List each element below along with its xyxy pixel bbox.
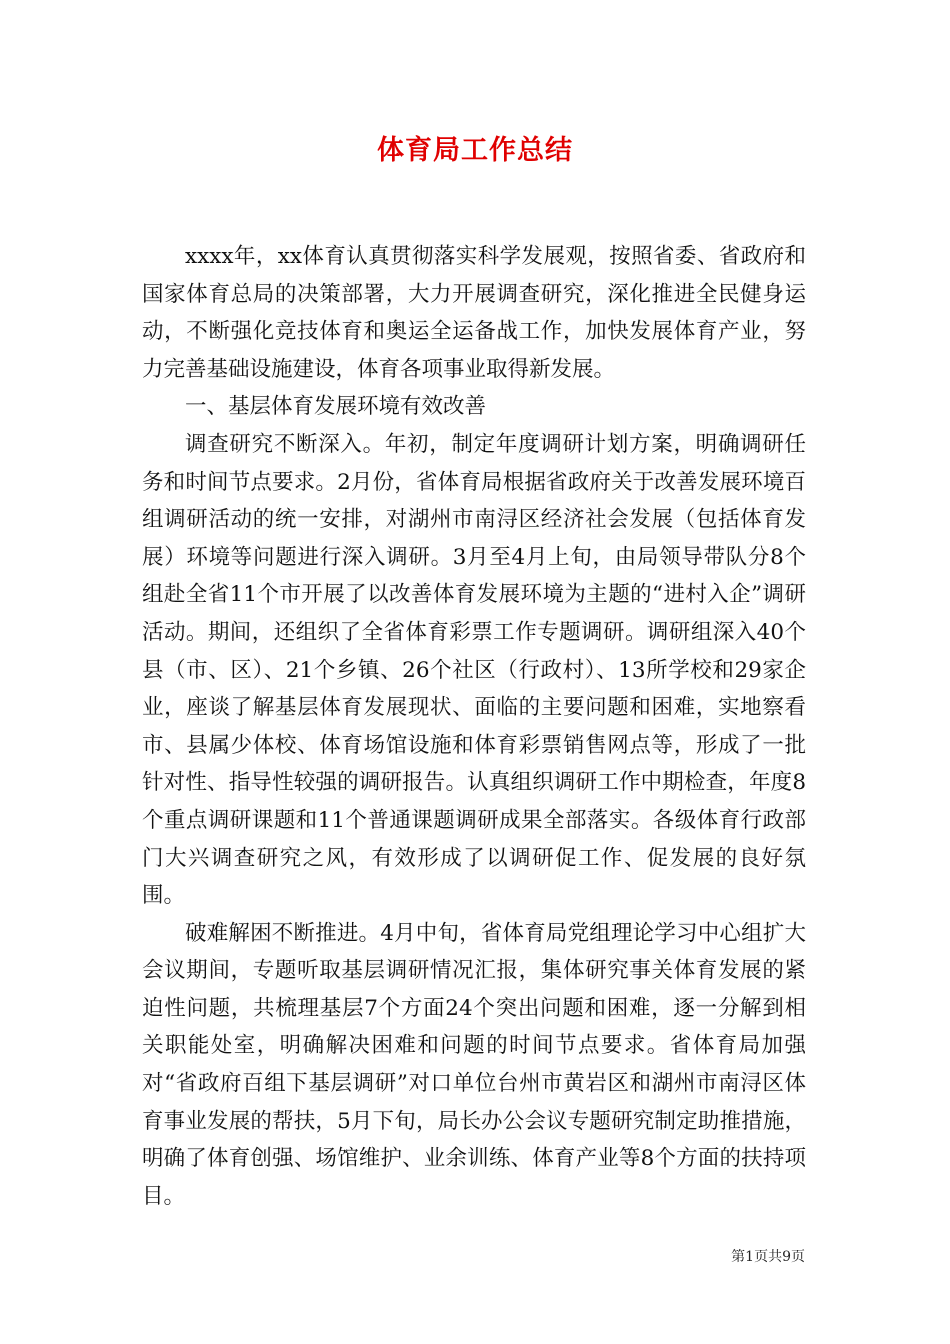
page-number: 第1页共9页 — [731, 1249, 805, 1265]
paragraph-research: 调查研究不断深入。年初，制定年度调研计划方案，明确调研任务和时间节点要求。2月份，省体育局根据省政府关于改善发展环境百组调研活动的统一安排，对湖州市南浔区经济社会发展（包括体育发展）环境等问题进行深入调研。3月至4月上旬，由局领导带队分8个组赴全省11个市开展了以改善体育发展环境为主题的“进村入企”调研活动。期间，还组织了全省体育彩票工作专题调研。调研组深入40个县（市、区）、21个乡镇、26个社区（行政村）、13所学校和29家企业，座谈了解基层体育发展现状、面临的主要问题和困难，实地察看市、县属少体校、体育场馆设施和体育彩票销售网点等，形成了一批针对性、指导性较强的调研报告。认真组织调研工作中期检查，年度8个重点调研课题和11个普通课题调研成果全部落实。各级体育行政部门大兴调查研究之风，有效形成了以调研促工作、促发展的良好氛围。 — [142, 431, 806, 909]
document-title: 体育局工作总结 — [377, 135, 573, 166]
section-heading: 一、基层体育发展环境有效改善 — [185, 394, 487, 420]
document-body — [142, 238, 806, 1215]
paragraph-problem-solving: 破难解困不断推进。4月中旬，省体育局党组理论学习中心组扩大会议期间，专题听取基层调研情况汇报，集体研究事关体育发展的紧迫性问题，共梳理基层7个方面24个突出问题和困难，逐一分解到相关职能处室，明确解决困难和问题的时间节点要求。省体育局加强对“省政府百组下基层调研”对口单位台州市黄岩区和湖州市南浔区体育事业发展的帮扶，5月下旬，局长办公会议专题研究制定助推措施，明确了体育创强、场馆维护、业余训练、体育产业等8个方面的扶持项目。 — [142, 920, 806, 1209]
paragraph-intro: xxxx年，xx体育认真贯彻落实科学发展观，按照省委、省政府和国家体育总局的决策部署，大力开展调查研究，深化推进全民健身运动，不断强化竞技体育和奥运全运备战工作，加快发展体育产业，努力完善基础设施建设，体育各项事业取得新发展。 — [142, 244, 806, 382]
